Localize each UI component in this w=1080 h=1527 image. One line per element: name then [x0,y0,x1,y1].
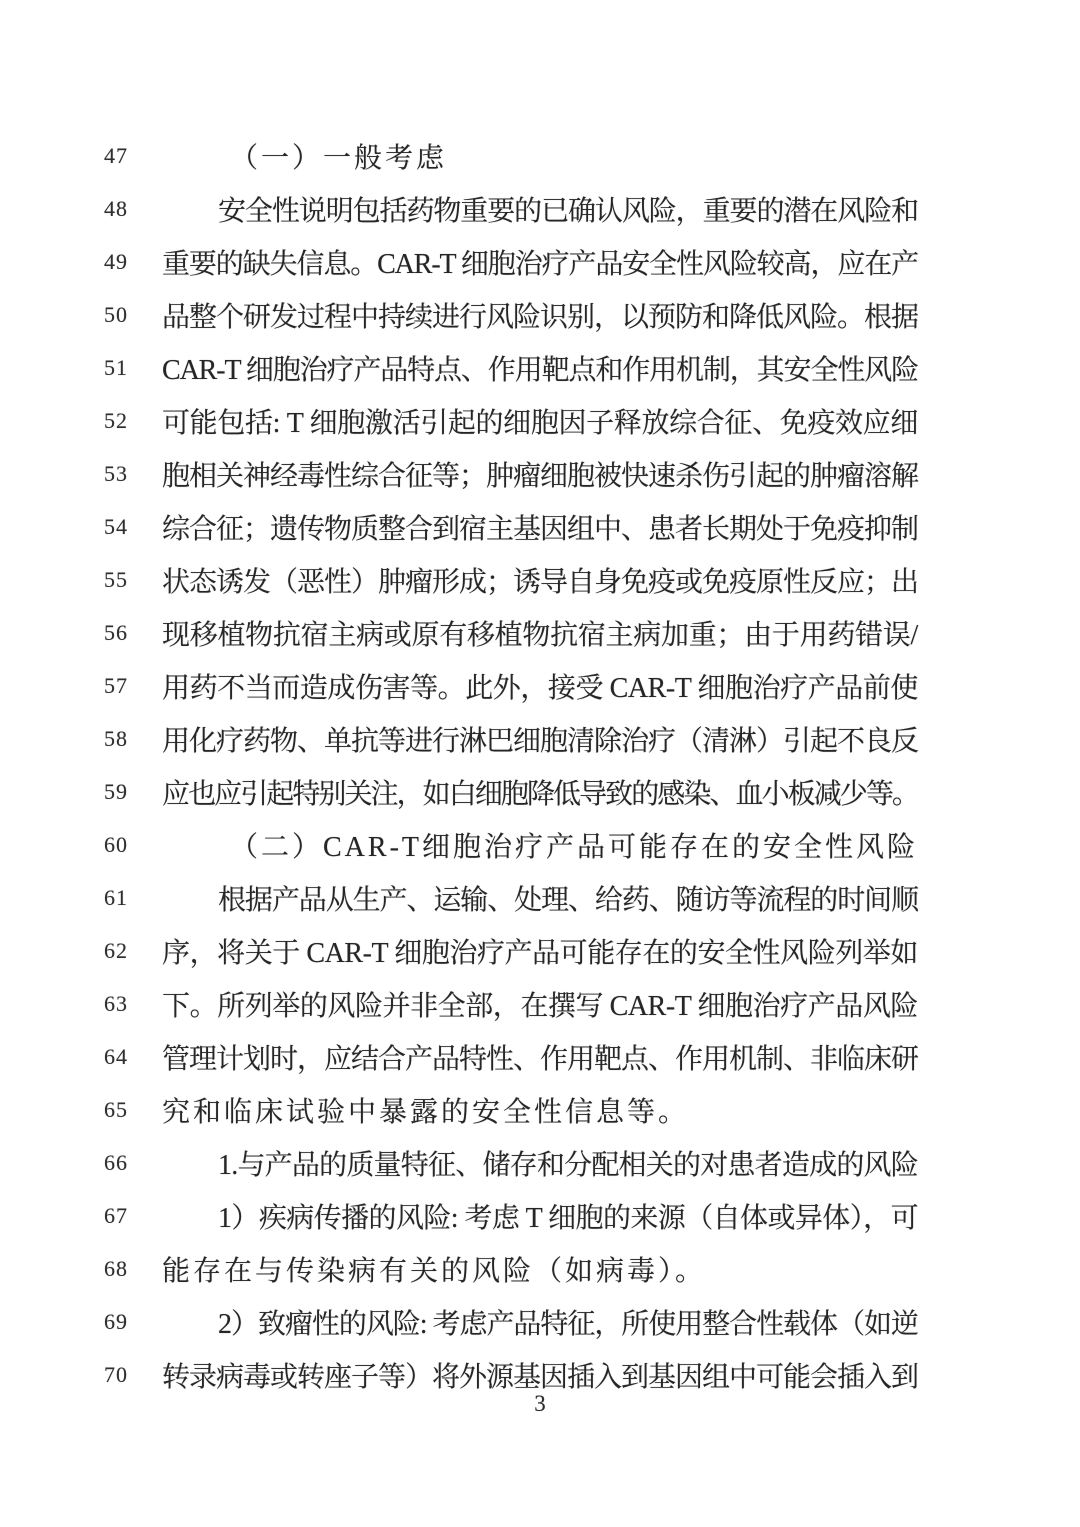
line-number-label: 66 [104,1149,128,1175]
line-number-label: 55 [104,566,128,592]
line-number-label: 65 [104,1096,128,1122]
line-number-label: 48 [104,195,128,221]
line-number-label: 50 [104,301,128,327]
document-line [0,924,1080,977]
document-line [0,1136,1080,1189]
line-text: 转录病毒或转座子等）将外源基因插入到基因组中可能会插入到 [162,1361,918,1393]
line-text: 现移植物抗宿主病或原有移植物抗宿主病加重；由于用药错误/ [162,619,918,651]
line-text: 序，将关于 CAR-T 细胞治疗产品可能存在的安全性风险列举如 [162,937,918,969]
line-number-label: 53 [104,460,128,486]
document-line [0,712,1080,765]
page-number: 3 [534,1391,546,1416]
line-text: 安全性说明包括药物重要的已确认风险，重要的潜在风险和 [218,195,918,227]
line-number-label: 47 [104,142,128,168]
line-number-label: 67 [104,1202,128,1228]
document-line [0,288,1080,341]
line-text: （一）一般考虑 [230,142,448,174]
line-number-label: 57 [104,672,128,698]
document-line [0,765,1080,818]
document-line [0,1083,1080,1136]
line-number-label: 56 [104,619,128,645]
line-text: 用化疗药物、单抗等进行淋巴细胞清除治疗（清淋）引起不良反 [162,725,918,757]
document-line [0,659,1080,712]
line-number-label: 60 [104,831,128,857]
line-text: 状态诱发（恶性）肿瘤形成；诱导自身免疫或免疫原性反应；出 [162,566,918,598]
line-text: CAR-T 细胞治疗产品特点、作用靶点和作用机制，其安全性风险 [162,354,918,386]
document-line [0,235,1080,288]
line-number-label: 49 [104,248,128,274]
document-line [0,394,1080,447]
line-text: （二）CAR-T细胞治疗产品可能存在的安全性风险 [230,831,919,863]
line-text: 胞相关神经毒性综合征等；肿瘤细胞被快速杀伤引起的肿瘤溶解 [162,460,918,492]
line-text: 究和临床试验中暴露的安全性信息等。 [162,1096,690,1128]
line-number-label: 68 [104,1255,128,1281]
line-number-label: 54 [104,513,128,539]
document-line [0,1242,1080,1295]
line-number-label: 70 [104,1361,128,1387]
line-number-label: 51 [104,354,128,380]
line-text: 可能包括: T 细胞激活引起的细胞因子释放综合征、免疫效应细 [162,407,918,439]
document-line [0,1189,1080,1242]
line-text: 重要的缺失信息。CAR-T 细胞治疗产品安全性风险较高，应在产 [162,248,918,280]
line-number-label: 69 [104,1308,128,1334]
line-text: 1）疾病传播的风险: 考虑 T 细胞的来源（自体或异体），可 [218,1202,918,1234]
document-line [0,818,1080,871]
line-text: 管理计划时，应结合产品特性、作用靶点、作用机制、非临床研 [162,1043,918,1075]
line-text: 用药不当而造成伤害等。此外，接受 CAR-T 细胞治疗产品前使 [162,672,918,704]
line-number-label: 64 [104,1043,128,1069]
line-number-label: 62 [104,937,128,963]
document-line [0,129,1080,182]
document-line [0,606,1080,659]
document-line [0,871,1080,924]
line-number-label: 59 [104,778,128,804]
line-text: 2）致瘤性的风险: 考虑产品特征，所使用整合性载体（如逆 [218,1308,918,1340]
line-number-label: 52 [104,407,128,433]
line-text: 能存在与传染病有关的风险（如病毒）。 [162,1255,707,1287]
document-line [0,182,1080,235]
document-line [0,977,1080,1030]
line-text: 1.与产品的质量特征、储存和分配相关的对患者造成的风险 [218,1149,918,1181]
line-number-label: 63 [104,990,128,1016]
document-line [0,500,1080,553]
line-text: 品整个研发过程中持续进行风险识别，以预防和降低风险。根据 [162,301,918,333]
document-line [0,1295,1080,1348]
line-text: 根据产品从生产、运输、处理、给药、随访等流程的时间顺 [218,884,918,916]
line-text: 综合征；遗传物质整合到宿主基因组中、患者长期处于免疫抑制 [162,513,918,545]
document-line [0,553,1080,606]
document-body-lines [0,129,1080,1401]
document-line [0,341,1080,394]
document-line [0,447,1080,500]
line-number-label: 58 [104,725,128,751]
line-text: 下。所列举的风险并非全部，在撰写 CAR-T 细胞治疗产品风险 [162,990,918,1022]
document-line [0,1030,1080,1083]
line-text: 应也应引起特别关注，如白细胞降低导致的感染、血小板减少等。 [162,778,918,810]
line-number-label: 61 [104,884,128,910]
